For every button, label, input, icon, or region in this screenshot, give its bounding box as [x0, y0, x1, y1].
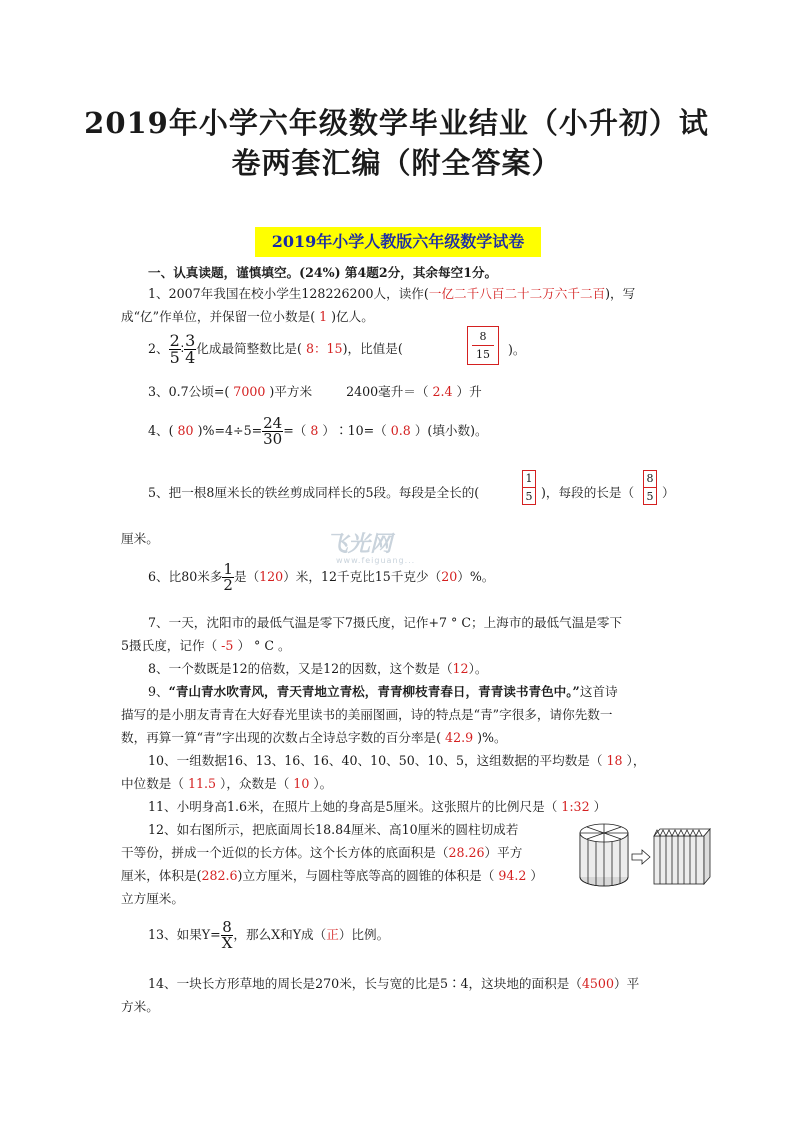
q2-end: )。 — [508, 342, 526, 357]
q6-answer1: 120 — [259, 569, 284, 584]
q13-fraction: $\frac{8}{X}$ — [221, 918, 233, 952]
q9-line3: 数，再算一算“青”字出现的次数占全诗总字数的百分率是( 42.9 )%。 — [121, 730, 507, 745]
q7-line1: 7、一天，沈阳市的最低气温是零下7摄氏度，记作+7 ° C；上海市的最低气温是零下 — [148, 615, 623, 630]
q2-answer1: 8：15 — [301, 341, 343, 356]
section1-heading: 一、认真读题，谨慎填空。(24%) 第4题2分，其余每空1分。 — [148, 265, 498, 280]
q14-line2: 方米。 — [121, 999, 159, 1014]
q12-answer3: 94.2 — [494, 868, 531, 883]
q12-answer2: 282.6 — [201, 868, 238, 883]
q13-answer: 正 — [326, 927, 339, 942]
q13-line: 13、如果Y= $\frac{8}{X}$ ，那么X和Y成（正）比例。 — [148, 918, 390, 952]
q2-line: 2、 $\frac{2}{5}$ ∶ $\frac{3}{4}$ 化成最简整数比是( 8：15)，比值是( — [148, 331, 403, 367]
q12-line4: 立方厘米。 — [121, 891, 184, 906]
arrow-right-icon — [632, 850, 650, 864]
cylinder-to-cuboid-figure — [578, 820, 718, 890]
q12-line1: 12、如右图所示，把底面周长18.84厘米、高10厘米的圆柱切成若 — [148, 822, 519, 837]
q1-answer1: 一亿二千八百二十二万六千二百 — [428, 286, 606, 301]
q1-line1: 1、2007年我国在校小学生128226200人，读作(一亿二千八百二十二万六千二百)，写 — [148, 286, 636, 301]
q9-line1: 9、“青山青水吹青风，青天青地立青松，青青柳枝青春日，青青读书青色中。”这首诗 — [148, 684, 618, 699]
q12-line3: 厘米，体积是(282.6)立方厘米，与圆柱等底等高的圆锥的体积是（ 94.2 ） — [121, 868, 543, 883]
q4-line: 4、( 80 )%=4÷5= $\frac{24}{30}$ =（ 8 ）∶10=（ 0.8 ）(填小数)。 — [148, 414, 488, 448]
doc-title-line1: 2019年小学六年级数学毕业结业（小升初）试 — [84, 106, 709, 140]
q4-fraction: $\frac{24}{30}$ — [263, 414, 283, 448]
q3-answer2: 2.4 — [428, 384, 457, 399]
q14-line1: 14、一块长方形草地的周长是270米，长与宽的比是5∶4，这块地的面积是（4500）平 — [148, 976, 640, 991]
q10-line2: 中位数是（ 11.5 ），众数是（ 10 ）。 — [121, 776, 333, 791]
q2-fraction1: $\frac{2}{5}$ — [169, 331, 180, 367]
q10-line1: 10、一组数据16、13、16、16、40、10、50、10、5，这组数据的平均数是（ 18 ）， — [148, 753, 646, 768]
q7-answer: -5 — [217, 638, 238, 653]
q1-answer2: 1 — [315, 309, 332, 324]
q3-answer1: 7000 — [229, 384, 270, 399]
q10-answer3: 10 — [289, 776, 314, 791]
q6-answer2: 20 — [441, 569, 458, 584]
q5-answer1-fraction: $\frac{1}{5}$ — [522, 470, 536, 505]
cuboid-icon — [654, 829, 710, 884]
exam-subtitle: 2019年小学人教版六年级数学试卷 — [255, 227, 541, 257]
q9-answer: 42.9 — [441, 730, 478, 745]
watermark-logo: 飞光网 — [326, 532, 393, 557]
q14-answer: 4500 — [581, 976, 614, 991]
q5-mid: )，每段的长是（ — [541, 485, 635, 500]
q12-line2: 干等份，拼成一个近似的长方体。这个长方体的底面积是（28.26）平方 — [121, 845, 523, 860]
q4-answer1: 80 — [173, 423, 198, 438]
cylinder-icon — [580, 824, 628, 886]
q5-end: ） — [662, 485, 675, 500]
q9-poem: “青山青水吹青风，青天青地立青松，青青柳枝青春日，青青读书青色中。” — [168, 684, 580, 699]
q1-line2: 成“亿”作单位，并保留一位小数是( 1 )亿人。 — [121, 309, 374, 324]
q8-line: 8、一个数既是12的倍数，又是12的因数，这个数是（12）。 — [148, 661, 488, 676]
q6-fraction: $\frac{1}{2}$ — [223, 560, 233, 594]
q10-answer2: 11.5 — [183, 776, 221, 791]
q5-line1: 5、把一根8厘米长的铁丝剪成同样长的5段。每段是全长的( — [148, 485, 480, 500]
q2-answer2-fraction: $\frac{8}{15}$ — [467, 326, 499, 365]
q4-answer2: 8 — [306, 423, 323, 438]
q9-line2: 描写的是小朋友青青在大好春光里读书的美丽图画，诗的特点是“青”字很多，请你先数一 — [121, 707, 613, 722]
q5-line2: 厘米。 — [121, 531, 159, 546]
q6-line: 6、比80米多 $\frac{1}{2}$ 是（120）米，12千克比15千克少（20）%。 — [148, 560, 495, 594]
q2-fraction2: $\frac{3}{4}$ — [185, 331, 196, 367]
q10-answer1: 18 — [602, 753, 627, 768]
q7-line2: 5摄氏度，记作（ -5 ） ° C 。 — [121, 638, 291, 653]
q5-answer2-fraction: $\frac{8}{5}$ — [643, 470, 657, 505]
q4-answer3: 0.8 — [386, 423, 415, 438]
q11-line: 11、小明身高1.6米，在照片上她的身高是5厘米。这张照片的比例尺是（ 1:32 ） — [148, 799, 607, 814]
q8-answer: 12 — [452, 661, 469, 676]
q11-answer: 1:32 — [557, 799, 594, 814]
q3-line: 3、0.7公顷=( 7000 )平方米 2400毫升＝（ 2.4 ）升 — [148, 384, 482, 399]
q12-answer1: 28.26 — [448, 845, 485, 860]
doc-title-line2: 卷两套汇编（附全答案） — [231, 146, 562, 180]
watermark-url: www.feiguang... — [336, 556, 416, 565]
